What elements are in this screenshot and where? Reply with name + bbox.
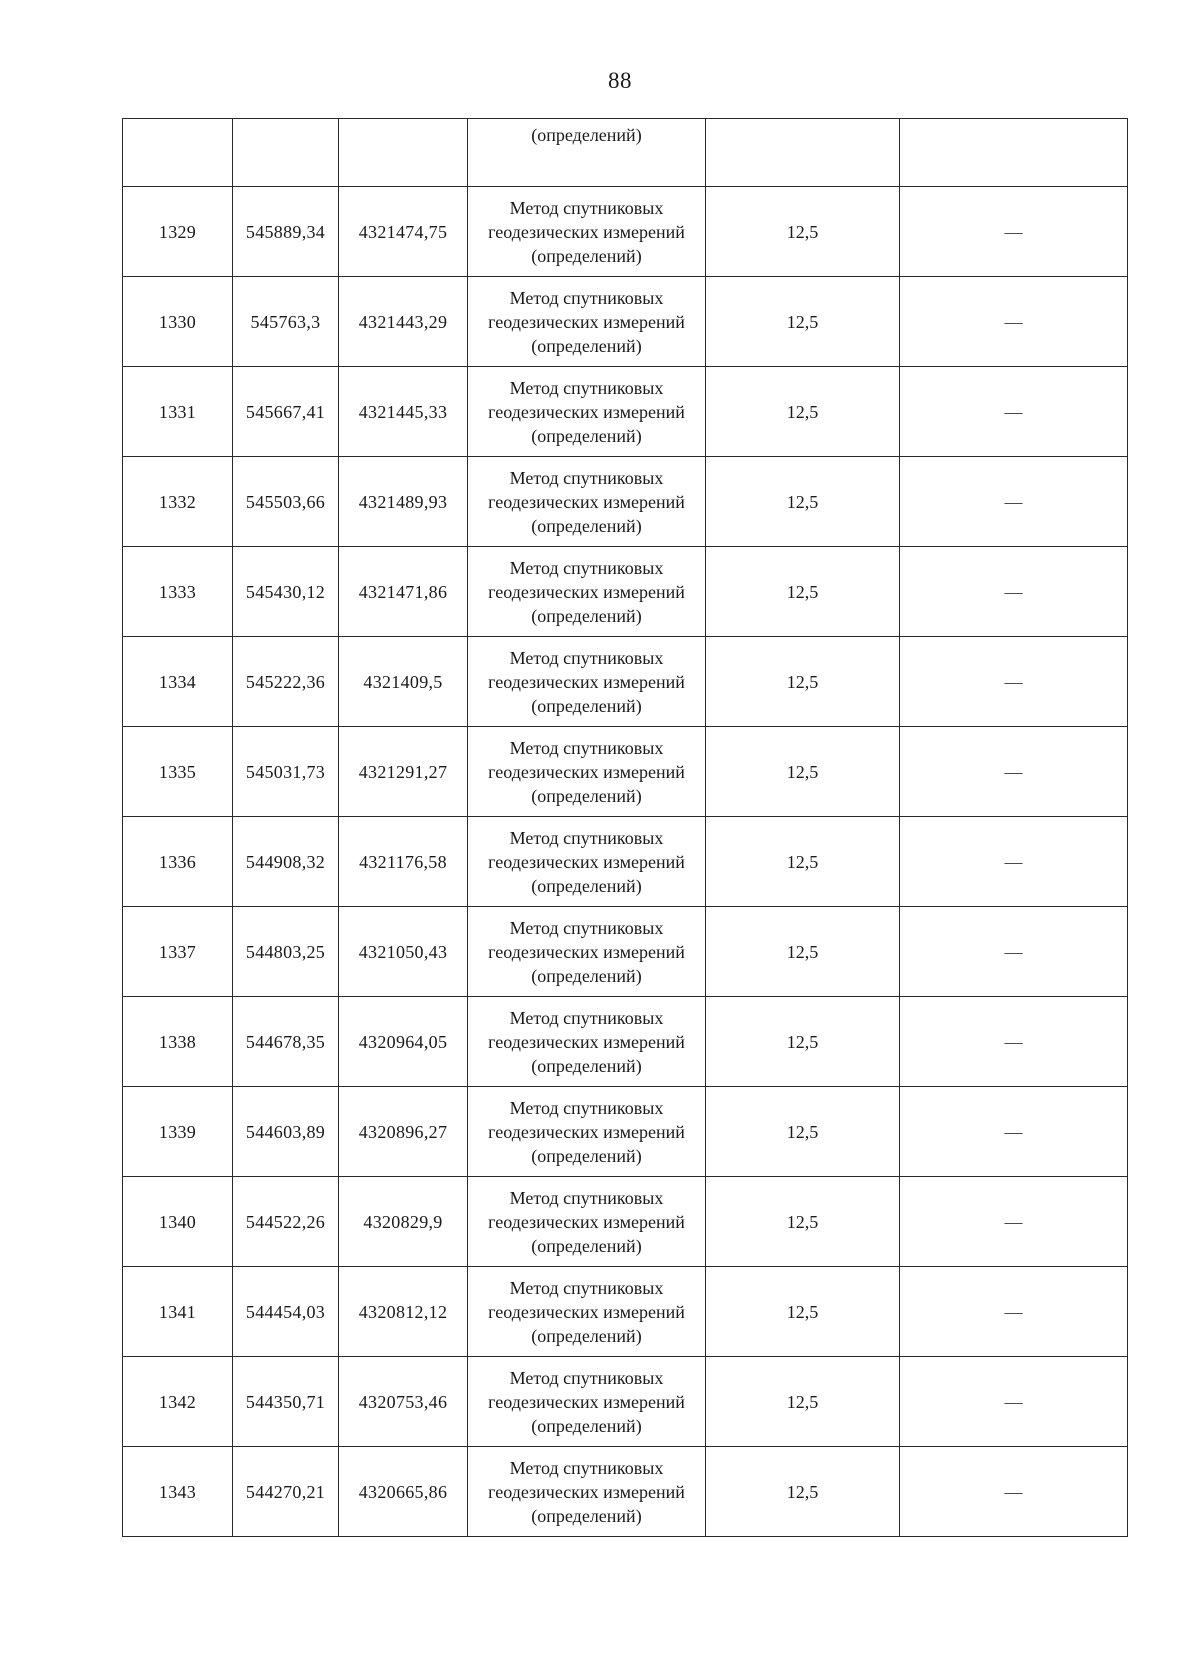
method-line-3: (определений): [531, 695, 642, 716]
y-coordinate: 4321050,43: [358, 941, 448, 962]
method-line-2: геодезических измерений: [488, 1211, 685, 1232]
table-row: [123, 1177, 1128, 1267]
x-coordinate: 545031,73: [245, 761, 326, 782]
y-coordinate: 4320753,46: [358, 1391, 448, 1412]
cell-point-number: [123, 1087, 233, 1177]
method-line-3: (определений): [531, 965, 642, 986]
cell-description: [900, 907, 1128, 997]
cell-method: [468, 1087, 706, 1177]
cell-description: [900, 277, 1128, 367]
cell-y-coordinate: [339, 547, 468, 637]
cell-x-coordinate: [233, 187, 339, 277]
cell-description: [900, 1267, 1128, 1357]
method-line-2: геодезических измерений: [488, 851, 685, 872]
y-coordinate: 4320665,86: [358, 1481, 448, 1502]
method-line-3: (определений): [531, 785, 642, 806]
cell-method: [468, 637, 706, 727]
cell-method: (определений): [468, 119, 706, 187]
cell-y-coordinate: [339, 1177, 468, 1267]
method-line-3: (определений): [531, 1505, 642, 1526]
cell-point-number: [123, 187, 233, 277]
x-coordinate: 545503,66: [245, 491, 326, 512]
description-dash: —: [1004, 491, 1023, 512]
method-line-2: геодезических измерений: [488, 671, 685, 692]
cell-method: [468, 547, 706, 637]
cell-accuracy: [706, 367, 900, 457]
cell-description: [900, 817, 1128, 907]
cell-y-coordinate: [339, 817, 468, 907]
table-row: [123, 637, 1128, 727]
method-line-2: геодезических измерений: [488, 401, 685, 422]
cell-x-coordinate: [233, 367, 339, 457]
cell-y-coordinate: [339, 727, 468, 817]
method-line-1: Метод спутниковых: [509, 287, 664, 308]
point-number: 1336: [158, 851, 197, 872]
cell-x-coordinate: [233, 1087, 339, 1177]
cell-method: [468, 727, 706, 817]
cell-description: [900, 187, 1128, 277]
table-row: [123, 1267, 1128, 1357]
method-line-1: Метод спутниковых: [509, 1187, 664, 1208]
method-line-1: Метод спутниковых: [509, 1457, 664, 1478]
cell-point-number: [123, 277, 233, 367]
method-line-1: Метод спутниковых: [509, 827, 664, 848]
description-dash: —: [1004, 761, 1023, 782]
cell-x-coordinate: [233, 277, 339, 367]
method-line-2: геодезических измерений: [488, 581, 685, 602]
cell-y-coordinate: [339, 367, 468, 457]
cell-y-coordinate: [339, 187, 468, 277]
table-row: [123, 1087, 1128, 1177]
accuracy-value: 12,5: [786, 311, 819, 332]
cell-description: [900, 457, 1128, 547]
cell-description: [900, 727, 1128, 817]
cell-method: [468, 997, 706, 1087]
description-dash: —: [1004, 221, 1023, 242]
cell-description: [900, 1177, 1128, 1267]
cell-accuracy: [706, 457, 900, 547]
point-number: 1331: [158, 401, 197, 422]
cell-accuracy: [706, 1267, 900, 1357]
y-coordinate: 4321445,33: [358, 401, 448, 422]
point-number: 1329: [158, 221, 197, 242]
cell-description: [900, 997, 1128, 1087]
cell-x-coordinate: [233, 1357, 339, 1447]
cell-x-coordinate: [233, 997, 339, 1087]
method-line-2: геодезических измерений: [488, 1391, 685, 1412]
cell-y-coordinate: [339, 1267, 468, 1357]
cell-point-number: [123, 907, 233, 997]
description-dash: —: [1004, 671, 1023, 692]
cell-method: [468, 1447, 706, 1537]
accuracy-value: 12,5: [786, 1211, 819, 1232]
method-line-1: Метод спутниковых: [509, 1277, 664, 1298]
point-number: 1333: [158, 581, 197, 602]
table-row: [123, 1357, 1128, 1447]
table-row: [123, 277, 1128, 367]
x-coordinate: 544603,89: [245, 1121, 326, 1142]
description-dash: —: [1004, 1481, 1023, 1502]
cell-point-number: [123, 817, 233, 907]
description-dash: —: [1004, 1301, 1023, 1322]
y-coordinate: 4320896,27: [358, 1121, 448, 1142]
y-coordinate: 4321291,27: [358, 761, 448, 782]
cell-accuracy: [706, 997, 900, 1087]
cell-method: [468, 367, 706, 457]
page-number: 88: [608, 68, 632, 93]
y-coordinate: 4320829,9: [363, 1211, 443, 1232]
cell-x-coordinate: [233, 1447, 339, 1537]
cell-method: [468, 817, 706, 907]
cell-accuracy: [706, 547, 900, 637]
x-coordinate: 544803,25: [245, 941, 326, 962]
method-line-1: Метод спутниковых: [509, 197, 664, 218]
accuracy-value: 12,5: [786, 941, 819, 962]
cell-accuracy: [706, 637, 900, 727]
accuracy-value: 12,5: [786, 401, 819, 422]
cell-description: [900, 119, 1128, 187]
description-dash: —: [1004, 1211, 1023, 1232]
method-line-2: геодезических измерений: [488, 941, 685, 962]
cell-accuracy: [706, 1177, 900, 1267]
table-row: [123, 547, 1128, 637]
method-line-1: Метод спутниковых: [509, 1367, 664, 1388]
accuracy-value: 12,5: [786, 1481, 819, 1502]
cell-x-coordinate: [233, 547, 339, 637]
method-line-2: геодезических измерений: [488, 1121, 685, 1142]
cell-point-number: [123, 727, 233, 817]
method-line-2: геодезических измерений: [488, 1301, 685, 1322]
cell-accuracy: [706, 1447, 900, 1537]
point-number: 1335: [158, 761, 197, 782]
accuracy-value: 12,5: [786, 1391, 819, 1412]
x-coordinate: 545763,3: [250, 311, 321, 332]
method-line-3: (определений): [531, 875, 642, 896]
method-line-1: Метод спутниковых: [509, 377, 664, 398]
point-number: 1341: [158, 1301, 197, 1322]
cell-point-number: [123, 1267, 233, 1357]
x-coordinate: 545430,12: [245, 581, 326, 602]
cell-point-number: [123, 997, 233, 1087]
accuracy-value: 12,5: [786, 761, 819, 782]
x-coordinate: 544908,32: [245, 851, 326, 872]
cell-point-number: [123, 119, 233, 187]
coordinates-table: [122, 118, 1128, 1537]
method-line-3: (определений): [531, 335, 642, 356]
cell-method: [468, 277, 706, 367]
cell-description: [900, 1357, 1128, 1447]
cell-method: [468, 1357, 706, 1447]
point-number: 1337: [158, 941, 197, 962]
y-coordinate: 4321474,75: [358, 221, 448, 242]
cell-method: [468, 187, 706, 277]
cell-y-coordinate: [339, 997, 468, 1087]
table-row: [123, 907, 1128, 997]
cell-point-number: [123, 457, 233, 547]
y-coordinate: 4321176,58: [359, 851, 447, 872]
x-coordinate: 545889,34: [245, 221, 326, 242]
cell-accuracy: [706, 1357, 900, 1447]
method-line-3: (определений): [531, 1055, 642, 1076]
method-line-1: Метод спутниковых: [509, 1097, 664, 1118]
cell-method: [468, 907, 706, 997]
table-body: [123, 119, 1128, 1537]
method-line-3: (определений): [531, 425, 642, 446]
point-number: 1330: [158, 311, 197, 332]
cell-y-coordinate: [339, 277, 468, 367]
cell-y-coordinate: [339, 1357, 468, 1447]
cell-accuracy: [706, 1087, 900, 1177]
cell-y-coordinate: [339, 457, 468, 547]
cell-accuracy: [706, 727, 900, 817]
point-number: 1338: [158, 1031, 197, 1052]
point-number: 1343: [158, 1481, 197, 1502]
description-dash: —: [1004, 401, 1023, 422]
cell-x-coordinate: [233, 457, 339, 547]
point-number: 1339: [158, 1121, 197, 1142]
cell-x-coordinate: [233, 817, 339, 907]
accuracy-value: 12,5: [786, 581, 819, 602]
cell-accuracy: [706, 119, 900, 187]
method-line-2: геодезических измерений: [488, 491, 685, 512]
table-row: [123, 727, 1128, 817]
cell-description: [900, 547, 1128, 637]
cell-y-coordinate: [339, 637, 468, 727]
method-line-3: (определений): [531, 245, 642, 266]
cell-accuracy: [706, 907, 900, 997]
description-dash: —: [1004, 1391, 1023, 1412]
point-number: 1342: [158, 1391, 197, 1412]
cell-description: [900, 1087, 1128, 1177]
accuracy-value: 12,5: [786, 851, 819, 872]
cell-x-coordinate: [233, 637, 339, 727]
method-line-3: (определений): [531, 1145, 642, 1166]
y-coordinate: 4321443,29: [358, 311, 448, 332]
y-coordinate: 4321471,86: [358, 581, 448, 602]
description-dash: —: [1004, 581, 1023, 602]
x-coordinate: 544350,71: [245, 1391, 326, 1412]
cell-y-coordinate: [339, 119, 468, 187]
table-row: [123, 1447, 1128, 1537]
point-number: 1332: [158, 491, 197, 512]
cell-x-coordinate: [233, 1177, 339, 1267]
cell-description: [900, 1447, 1128, 1537]
cell-description: [900, 637, 1128, 727]
cell-y-coordinate: [339, 1447, 468, 1537]
cell-accuracy: [706, 277, 900, 367]
cell-x-coordinate: [233, 727, 339, 817]
table-row: [123, 997, 1128, 1087]
cell-x-coordinate: [233, 1267, 339, 1357]
y-coordinate: 4320964,05: [358, 1031, 448, 1052]
method-line-2: геодезических измерений: [488, 1481, 685, 1502]
method-line-3: (определений): [531, 605, 642, 626]
method-line-2: геодезических измерений: [488, 761, 685, 782]
description-dash: —: [1004, 1121, 1023, 1142]
table-row: [123, 187, 1128, 277]
table-row: [123, 367, 1128, 457]
method-line-3: (определений): [531, 515, 642, 536]
cell-point-number: [123, 547, 233, 637]
description-dash: —: [1004, 311, 1023, 332]
point-number: 1340: [158, 1211, 197, 1232]
cell-x-coordinate: [233, 119, 339, 187]
accuracy-value: 12,5: [786, 221, 819, 242]
accuracy-value: 12,5: [786, 671, 819, 692]
point-number: 1334: [158, 671, 197, 692]
cell-point-number: [123, 1177, 233, 1267]
method-line-1: Метод спутниковых: [509, 917, 664, 938]
accuracy-value: 12,5: [786, 1031, 819, 1052]
continuation-row: [123, 119, 1128, 187]
cell-method: [468, 1267, 706, 1357]
y-coordinate: 4321409,5: [363, 671, 443, 692]
x-coordinate: 545222,36: [245, 671, 326, 692]
x-coordinate: 544522,26: [245, 1211, 326, 1232]
method-line-3: (определений): [531, 1325, 642, 1346]
method-line-2: геодезических измерений: [488, 311, 685, 332]
cell-point-number: [123, 637, 233, 727]
table-row: [123, 457, 1128, 547]
cell-point-number: [123, 1447, 233, 1537]
cell-y-coordinate: [339, 1087, 468, 1177]
table-row: [123, 817, 1128, 907]
accuracy-value: 12,5: [786, 1301, 819, 1322]
cell-x-coordinate: [233, 907, 339, 997]
accuracy-value: 12,5: [786, 491, 819, 512]
description-dash: —: [1004, 941, 1023, 962]
y-coordinate: 4320812,12: [358, 1301, 448, 1322]
cell-description: [900, 367, 1128, 457]
cell-point-number: [123, 367, 233, 457]
method-line-1: Метод спутниковых: [509, 647, 664, 668]
method-line-2: геодезических измерений: [488, 1031, 685, 1052]
cell-accuracy: [706, 187, 900, 277]
method-line-1: Метод спутниковых: [509, 467, 664, 488]
cell-point-number: [123, 1357, 233, 1447]
method-line-2: геодезических измерений: [488, 221, 685, 242]
method-line-1: Метод спутниковых: [509, 1007, 664, 1028]
cell-accuracy: [706, 817, 900, 907]
method-line-1: Метод спутниковых: [509, 737, 664, 758]
cell-method: [468, 1177, 706, 1267]
method-line-3: (определений): [531, 1235, 642, 1256]
accuracy-value: 12,5: [786, 1121, 819, 1142]
description-dash: —: [1004, 851, 1023, 872]
cell-y-coordinate: [339, 907, 468, 997]
x-coordinate: 544678,35: [245, 1031, 326, 1052]
description-dash: —: [1004, 1031, 1023, 1052]
cell-method: [468, 457, 706, 547]
x-coordinate: 544454,03: [245, 1301, 326, 1322]
x-coordinate: 545667,41: [245, 401, 326, 422]
method-line-1: Метод спутниковых: [509, 557, 664, 578]
x-coordinate: 544270,21: [245, 1481, 326, 1502]
y-coordinate: 4321489,93: [358, 491, 448, 512]
method-line-3: (определений): [531, 1415, 642, 1436]
